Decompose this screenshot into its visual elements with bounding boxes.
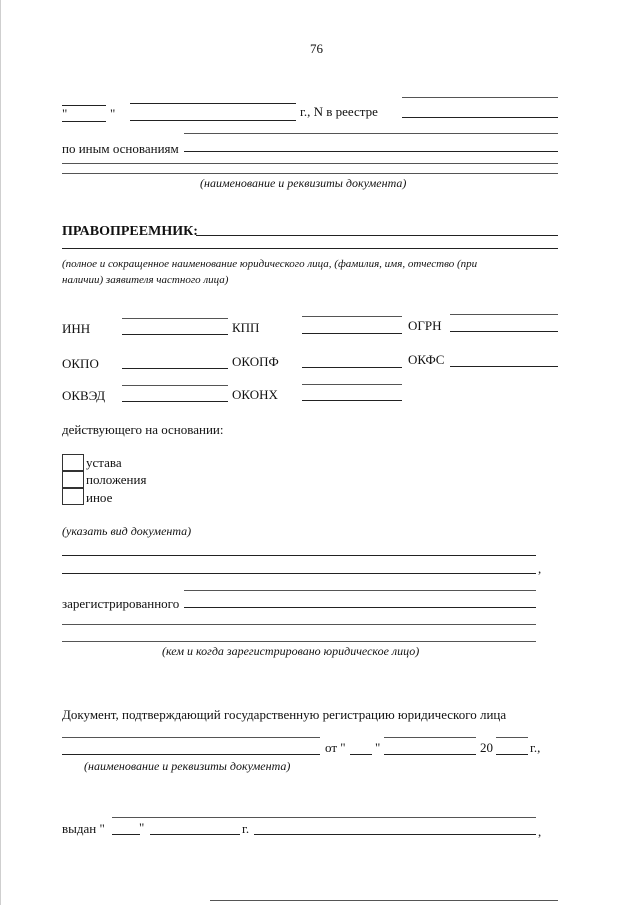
state-reg-century: 20 [480, 740, 493, 755]
option-regulation-label: положения [86, 472, 147, 487]
checkbox-regulation[interactable] [62, 471, 84, 488]
page-number: 76 [310, 41, 323, 56]
kpp-field[interactable] [302, 333, 402, 334]
registry-top-line [402, 97, 558, 98]
issued-top-line [112, 817, 536, 818]
other-grounds-field-3[interactable] [62, 173, 558, 174]
basis-document-comma: , [538, 561, 542, 576]
okonh-field[interactable] [302, 400, 402, 401]
registry-extra-line [184, 133, 558, 134]
registered-label: зарегистрированного [62, 596, 180, 611]
registry-quote-close: " [110, 106, 116, 121]
successor-name-field-2[interactable] [62, 248, 558, 249]
successor-heading: ПРАВОПРЕЕМНИК: [62, 224, 198, 239]
issued-label: выдан " [62, 821, 105, 836]
registry-year-field[interactable] [130, 120, 296, 121]
state-reg-from-label: от " [325, 740, 346, 755]
ogrn-top-line [450, 314, 558, 315]
registry-month-top-line [130, 103, 296, 104]
okved-field[interactable] [122, 401, 228, 402]
successor-name-hint-1: (полное и сокращенное наименование юридического лица, (фамилия, имя, отчество (при [62, 258, 478, 270]
inn-label: ИНН [62, 321, 91, 336]
registered-field-1[interactable] [184, 607, 536, 608]
state-reg-doc-top-line [62, 737, 320, 738]
registered-field-2[interactable] [62, 624, 536, 625]
page-edge [0, 0, 1, 905]
okfs-label: ОКФС [408, 352, 445, 367]
state-reg-quote-close: " [375, 740, 381, 755]
state-registration-title: Документ, подтверждающий государственную регистрацию юридического лица [62, 707, 507, 722]
issued-day-field[interactable] [112, 834, 140, 835]
ogrn-field[interactable] [450, 331, 558, 332]
state-reg-year-top-line [496, 737, 528, 738]
issued-year-suffix: г. [242, 821, 250, 836]
issued-by-field[interactable] [254, 834, 536, 835]
issued-month-field[interactable] [150, 834, 240, 835]
bottom-cut-line [210, 900, 558, 901]
okpo-label: ОКПО [62, 356, 99, 371]
inn-top-line [122, 318, 228, 319]
basis-document-field-2[interactable] [62, 573, 536, 574]
registered-field-3[interactable] [62, 641, 536, 642]
acting-basis-label: действующего на основании: [62, 422, 224, 437]
okopf-label: ОКОПФ [232, 354, 279, 369]
registry-day-field[interactable] [62, 121, 106, 122]
checkbox-other[interactable] [62, 488, 84, 505]
state-reg-month-field[interactable] [384, 754, 476, 755]
registry-year-suffix: г., N в реестре [300, 104, 378, 119]
inn-field[interactable] [122, 334, 228, 335]
state-reg-doc-field[interactable] [62, 754, 320, 755]
state-reg-doc-hint: (наименование и реквизиты документа) [84, 759, 291, 773]
okfs-field[interactable] [450, 366, 558, 367]
registered-hint: (кем и когда зарегистрировано юридическое лицо) [162, 644, 420, 658]
okopf-field[interactable] [302, 367, 402, 368]
issued-comma: , [538, 824, 542, 839]
registry-number-field[interactable] [402, 117, 558, 118]
okonh-label: ОКОНХ [232, 387, 278, 402]
checkbox-charter[interactable] [62, 454, 84, 471]
other-grounds-doc-hint: (наименование и реквизиты документа) [200, 176, 407, 190]
option-other-label: иное [86, 490, 113, 505]
okved-top-line [122, 385, 228, 386]
kpp-top-line [302, 316, 402, 317]
successor-name-field-1[interactable] [196, 235, 558, 236]
okved-label: ОКВЭД [62, 388, 106, 403]
okonh-top-line [302, 384, 402, 385]
issued-quote-close: " [139, 820, 145, 835]
basis-document-field-1[interactable] [62, 555, 536, 556]
option-charter-label: устава [86, 455, 122, 470]
other-grounds-field-2[interactable] [62, 163, 558, 164]
other-grounds-label: по иным основаниям [62, 141, 179, 156]
other-grounds-field[interactable] [184, 151, 558, 152]
state-reg-day-field[interactable] [350, 754, 372, 755]
registry-quote-open: " [62, 106, 68, 121]
successor-name-hint-2: наличии) заявителя частного лица) [62, 274, 229, 286]
state-reg-month-top-line [384, 737, 476, 738]
okpo-field[interactable] [122, 368, 228, 369]
ogrn-label: ОГРН [408, 318, 442, 333]
state-reg-year-field[interactable] [496, 754, 528, 755]
state-reg-year-suffix: г., [530, 740, 541, 755]
registry-day-top-line [62, 105, 106, 106]
specify-document-hint: (указать вид документа) [62, 524, 192, 538]
basis-document-field-3[interactable] [184, 590, 536, 591]
kpp-label: КПП [232, 320, 260, 335]
